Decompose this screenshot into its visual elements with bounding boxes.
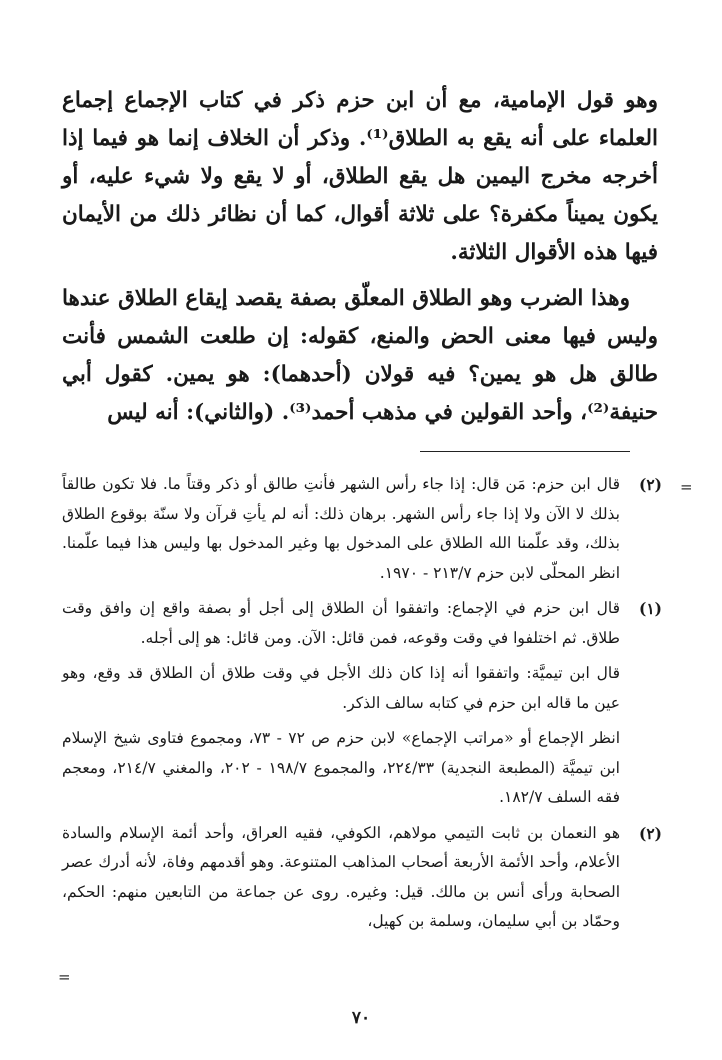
footnote-separator (420, 451, 630, 452)
footnote (62, 594, 662, 813)
footnote-text: هو النعمان بن ثابت التيمي مولاهم، الكوفي، فقيه العراق، وأحد أئمة الإسلام والسادة الأعلام، وأحد الأئمة الأربعة أصحاب المذاهب المتنوعة. وهو أقدمهم وفاة، لأنه أدرك عصر الصحابة ورأى أنس بن مالك. قيل: وغيره. روى عن جماعة من التابعين منهم: الحكم، وحمّاد بن أبي سليمان، وسلمة بن كهيل، (62, 823, 620, 930)
footnote-text: قال ابن حزم: مَن قال: إذا جاء رأس الشهر فأنتِ طالق أو ذكر وقتاً ما. فلا تكون طالقاً بذلك لا الآن ولا إذا جاء رأس الشهر. برهان ذلك: أنه لم يأتِ قرآن ولا سنّة بوقوع الطلاق بذلك، وقد علّمنا الله الطلاق على المدخول بها وغير المدخول بها وليس هذا فيما علّمنا. انظر المحلّى لابن حزم ٢١٣/٧ - ١٩٧٠. (62, 475, 620, 582)
page-number: ٧٠ (351, 1008, 371, 1028)
main-paragraph-2: وهذا الضرب وهو الطلاق المعلّق بصفة يقصد إيقاع الطلاق عندها وليس فيها معنى الحض والمنع، كقوله: إن طلعت الشمس فأنت طالق هل هو يمين؟ فيه قولان (أحدهما): هو يمين. كقول أبي حنيفة⁽²⁾، وأحد القولين في مذهب أحمد⁽³⁾. (والثاني): أنه ليس (62, 286, 658, 425)
footnote-number: (٢) (638, 823, 662, 843)
continuation-mark-top: = (680, 478, 693, 496)
footnote (62, 470, 662, 588)
footnote-number: (١) (638, 599, 662, 618)
continuation-mark-bottom: = (58, 968, 71, 986)
footnotes (62, 470, 662, 943)
footnote-number: (٢) (638, 475, 662, 494)
main-text (62, 82, 658, 440)
footnote-text: قال ابن حزم في الإجماع: واتفقوا أن الطلاق إلى أجل أو بصفة واقع إن وافق وقت طلاق. ثم اختلفوا في وقت وقوعه، فمن قائل: الآن. ومن قائل: هو إلى أجله. (62, 599, 620, 647)
footnote-text: انظر الإجماع أو «مراتب الإجماع» لابن حزم ص ٧٢ - ٧٣، ومجموع فتاوى شيخ الإسلام ابن تيميَّة (المطبعة النجدية) ٢٢٤/٣٣، والمجموع ١٩٨/٧ - ٢٠٢، والمغني ٢١٤/٧، ومعجم فقه السلف ١٨٢/٧. (62, 729, 621, 806)
main-paragraph-1: وهو قول الإمامية، مع أن ابن حزم ذكر في كتاب الإجماع إجماع العلماء على أنه يقع به الطلاق⁽¹⁾. وذكر أن الخلاف إنما هو فيما إذا أخرجه مخرج اليمين هل يقع الطلاق، أو لا يقع ولا شيء عليه، أو يكون يميناً مكفرة؟ على ثلاثة أقوال، كما أن نظائر ذلك من الأيمان فيها هذه الأقوال الثلاثة. (62, 88, 658, 265)
footnote (62, 819, 662, 937)
footnote-text: قال ابن تيميَّة: واتفقوا أنه إذا كان ذلك الأجل في وقت طلاق أن الطلاق قد وقع، وهو عين ما قاله ابن حزم في كتابه سالف الذكر. (62, 664, 620, 712)
